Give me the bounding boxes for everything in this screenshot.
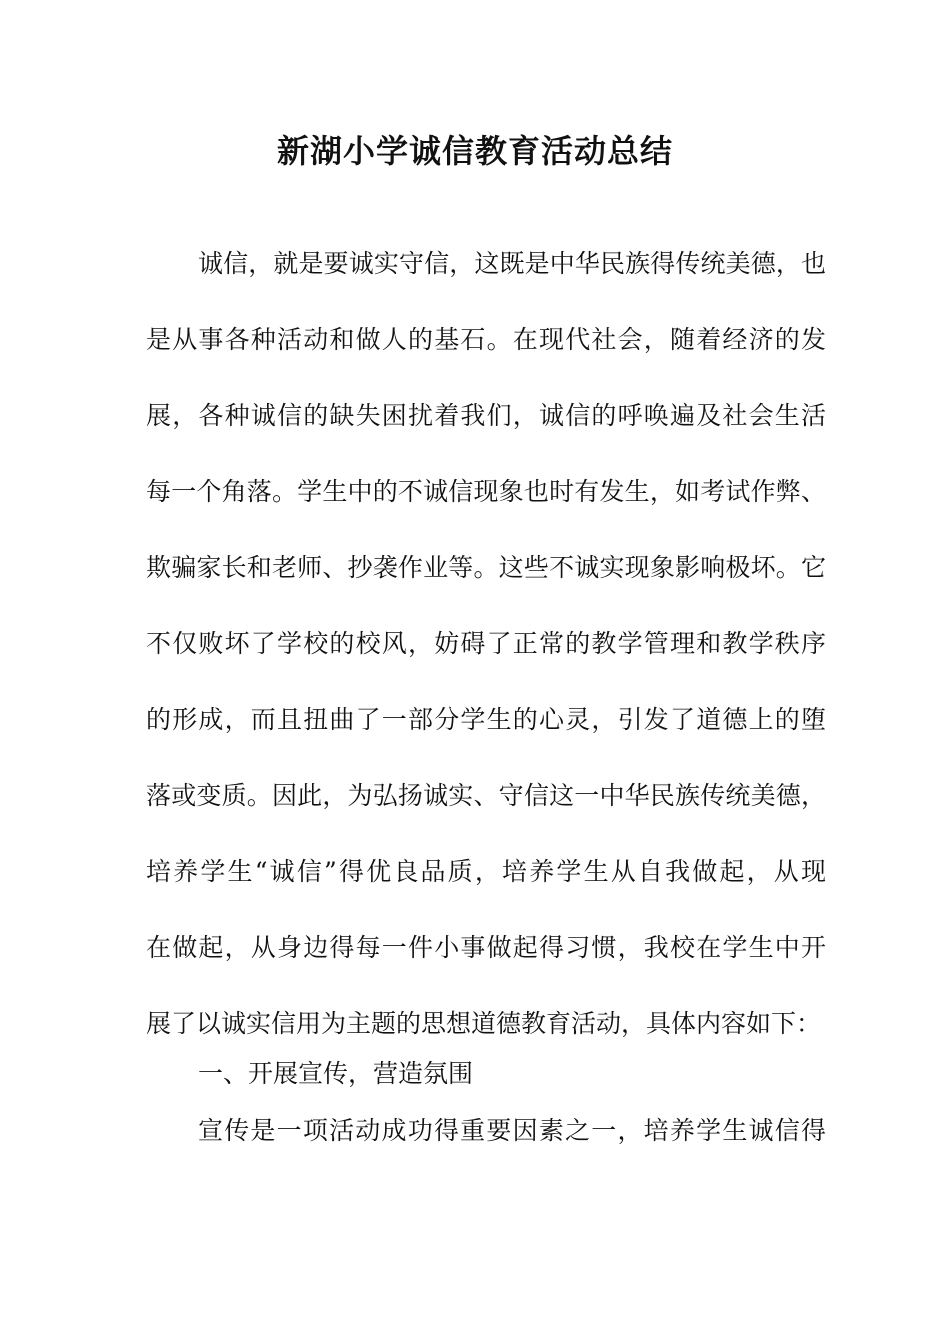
section-heading: 一、开展宣传，营造氛围 [198,1059,474,1088]
paragraph-line: 落或变质。因此，为弘扬诚实、守信这一中华民族传统美德， [146,781,826,810]
paragraph-line: 诚信，就是要诚实守信，这既是中华民族得传统美德，也 [198,249,826,278]
paragraph-line: 宣传是一项活动成功得重要因素之一，培养学生诚信得 [198,1116,826,1145]
paragraph-line: 欺骗家长和老师、抄袭作业等。这些不诚实现象影响极坏。它 [146,553,826,582]
paragraph-line: 在做起，从身边得每一件小事做起得习惯，我校在学生中开 [146,933,826,962]
paragraph-line: 培养学生“诚信”得优良品质，培养学生从自我做起，从现 [146,857,826,886]
paragraph-line: 展，各种诚信的缺失困扰着我们，诚信的呼唤遍及社会生活 [146,401,826,430]
paragraph-line: 的形成，而且扭曲了一部分学生的心灵，引发了道德上的堕 [146,705,826,734]
paragraph-line: 是从事各种活动和做人的基石。在现代社会，随着经济的发 [146,325,826,354]
paragraph-line: 展了以诚实信用为主题的思想道德教育活动，具体内容如下： [146,1009,822,1038]
document-title: 新湖小学诚信教育活动总结 [276,132,673,170]
paragraph-intro [146,248,826,1147]
paragraph-line: 不仅败坏了学校的校风，妨碍了正常的教学管理和教学秩序 [146,629,826,658]
paragraph-line: 每一个角落。学生中的不诚信现象也时有发生，如考试作弊、 [146,477,826,506]
